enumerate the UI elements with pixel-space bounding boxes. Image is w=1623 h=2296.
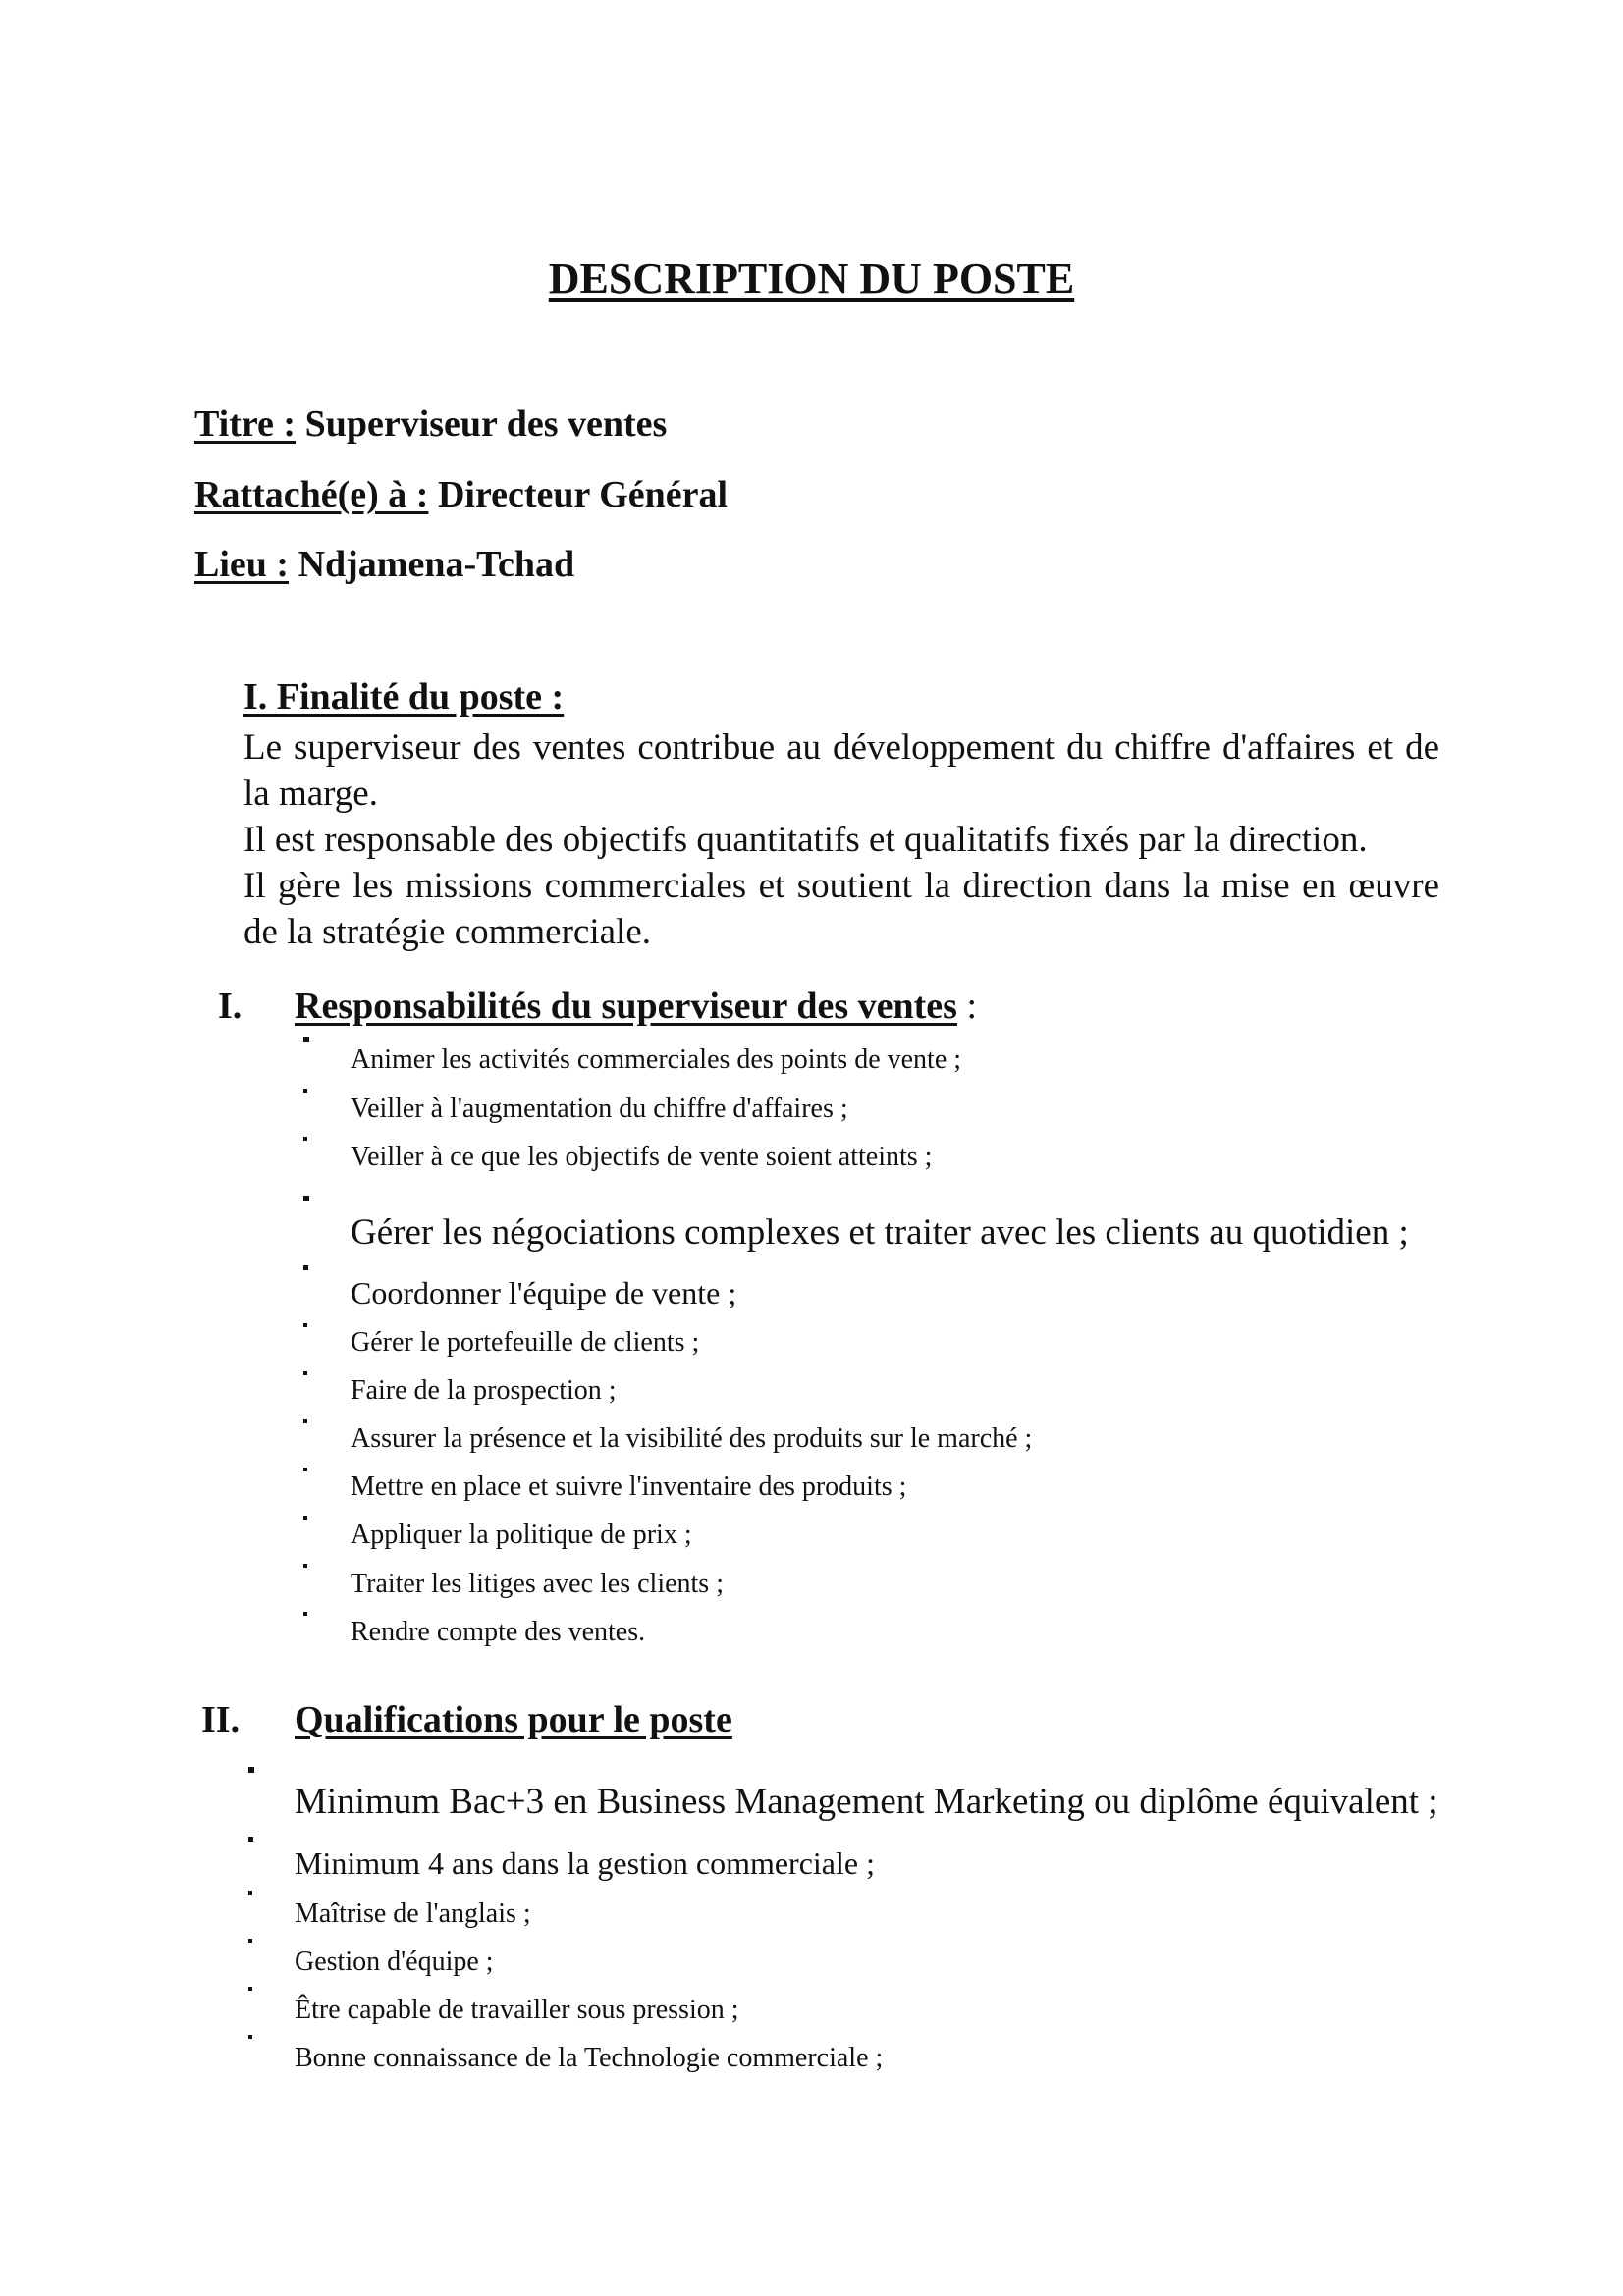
bullet-icon <box>303 1612 307 1616</box>
bullet-icon <box>303 1265 308 1270</box>
section-numeral: II. <box>201 1699 241 1740</box>
page-title: DESCRIPTION DU POSTE <box>548 254 1075 302</box>
purpose-line: Il est responsable des objectifs quantitatifs et qualitatifs fixés par la direction. <box>243 820 1368 860</box>
responsibilities-heading: Responsabilités du superviseur des ventes : <box>295 986 978 1027</box>
purpose-heading: I. Finalité du poste : <box>243 676 565 718</box>
responsibility-item: Appliquer la politique de prix ; <box>351 1520 692 1550</box>
responsibility-item: Gérer les négociations complexes et traiter avec les clients au quotidien ; <box>351 1212 1409 1253</box>
bullet-icon <box>248 1767 254 1773</box>
bullet-icon <box>303 1371 307 1375</box>
bullet-icon <box>248 2035 252 2039</box>
bullet-icon <box>303 1037 309 1042</box>
location-label: Lieu : <box>194 544 290 585</box>
location-value: Ndjamena-Tchad <box>289 544 575 585</box>
job-title-value: Superviseur des ventes <box>296 403 668 445</box>
qualification-item: Être capable de travailler sous pression ; <box>295 1995 739 2025</box>
job-title-label: Titre : <box>194 403 297 445</box>
qualification-item: Gestion d'équipe ; <box>295 1947 494 1977</box>
responsibility-item: Veiller à ce que les objectifs de vente soient atteints ; <box>351 1142 933 1172</box>
bullet-icon <box>248 1837 253 1842</box>
qualification-item: Minimum 4 ans dans la gestion commerciale ; <box>295 1845 875 1881</box>
responsibility-item: Mettre en place et suivre l'inventaire des produits ; <box>351 1471 907 1502</box>
bullet-icon <box>303 1137 307 1141</box>
bullet-icon <box>303 1564 307 1568</box>
responsibility-item: Rendre compte des ventes. <box>351 1617 646 1647</box>
qualifications-heading: Qualifications pour le poste <box>295 1699 732 1740</box>
responsibility-item: Veiller à l'augmentation du chiffre d'affaires ; <box>351 1094 848 1124</box>
bullet-icon <box>303 1516 307 1520</box>
section-numeral: I. <box>218 986 243 1027</box>
qualification-item: Minimum Bac+3 en Business Management Marketing ou diplôme équivalent ; <box>295 1782 1438 1822</box>
bullet-icon <box>303 1323 307 1327</box>
bullet-icon <box>248 1891 252 1895</box>
job-title-line <box>194 402 667 446</box>
qualification-item: Maîtrise de l'anglais ; <box>295 1898 531 1929</box>
purpose-line: Il gère les missions commerciales et soutient la direction dans la mise en œuvre de la stratégie commerciale. <box>243 866 1439 952</box>
bullet-icon <box>303 1089 307 1093</box>
responsibility-item: Gérer le portefeuille de clients ; <box>351 1327 700 1358</box>
bullet-icon <box>248 1939 252 1943</box>
responsibility-item: Coordonner l'équipe de vente ; <box>351 1275 737 1310</box>
bullet-icon <box>303 1196 309 1201</box>
reports-to-value: Directeur Général <box>428 474 729 515</box>
reports-to-line <box>194 473 728 516</box>
responsibility-item: Faire de la prospection ; <box>351 1375 617 1406</box>
location-line <box>194 543 574 586</box>
bullet-icon <box>303 1468 307 1471</box>
purpose-text <box>243 724 1439 955</box>
reports-to-label: Rattaché(e) à : <box>194 474 429 515</box>
responsibility-item: Assurer la présence et la visibilité des produits sur le marché ; <box>351 1423 1033 1454</box>
qualification-item: Bonne connaissance de la Technologie commerciale ; <box>295 2043 884 2073</box>
responsibility-item: Animer les activités commerciales des points de vente ; <box>351 1044 962 1075</box>
bullet-icon <box>248 1987 252 1991</box>
bullet-icon <box>303 1419 307 1423</box>
purpose-line: Le superviseur des ventes contribue au développement du chiffre d'affaires et de la marge. <box>243 727 1439 814</box>
responsibility-item: Traiter les litiges avec les clients ; <box>351 1569 724 1599</box>
